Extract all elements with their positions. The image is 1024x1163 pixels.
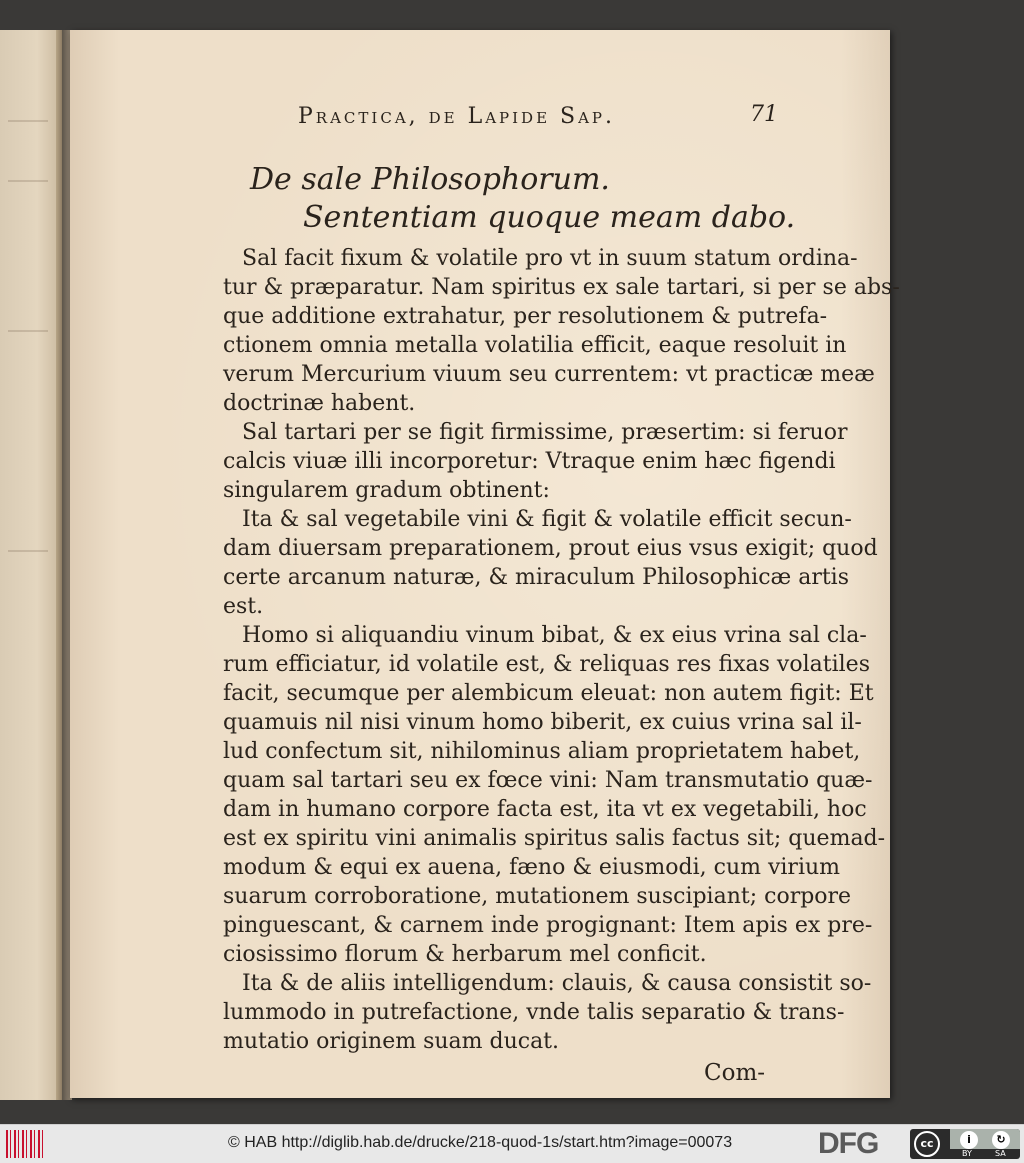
text-line: ciosissimo florum & herbarum mel conficit. xyxy=(223,942,707,967)
text-line: dam in humano corpore facta est, ita vt ex vegetabili, hoc xyxy=(223,797,867,822)
person-icon: i xyxy=(960,1131,978,1149)
text-line: doctrinæ habent. xyxy=(223,391,416,416)
share-alike-icon: ↻ xyxy=(992,1131,1010,1149)
dfg-logo: DFG xyxy=(818,1127,879,1160)
text-line: est. xyxy=(223,594,264,619)
text-line: calcis viuæ illi incorporetur: Vtraque enim hæc figendi xyxy=(223,449,836,474)
running-head: Practica, de Lapide Sap. xyxy=(298,104,616,129)
text-line: certe arcanum naturæ, & miraculum Philosophicæ artis xyxy=(223,565,850,590)
license-by-label: BY xyxy=(962,1149,972,1158)
text-line: Sal facit fixum & volatile pro vt in suum statum ordina- xyxy=(242,246,858,271)
text-line: modum & equi ex auena, fæno & eiusmodi, cum virium xyxy=(223,855,841,880)
text-line: facit, secumque per alembicum eleuat: non autem figit: Et xyxy=(223,681,874,706)
catchword: Com- xyxy=(704,1060,766,1086)
footer-bar xyxy=(0,1124,1024,1163)
book-page xyxy=(70,30,900,1098)
text-line: tur & præparatur. Nam spiritus ex sale tartari, si per se abs- xyxy=(223,275,900,300)
text-line: singularem gradum obtinent: xyxy=(223,478,550,503)
text-line: suarum corroboratione, mutationem suscipiant; corpore xyxy=(223,884,852,909)
text-line: Ita & de aliis intelligendum: clauis, & causa consistit so- xyxy=(242,971,872,996)
section-heading: De sale Philosophorum. xyxy=(250,162,610,197)
cc-icon: cc xyxy=(914,1131,940,1157)
copyright-link[interactable]: © HAB http://diglib.hab.de/drucke/218-quod-1s/start.htm?image=00073 xyxy=(228,1134,733,1151)
text-line: lud confectum sit, nihilominus aliam proprietatem habet, xyxy=(223,739,861,764)
text-line: Sal tartari per se figit firmissime, præsertim: si feruor xyxy=(242,420,848,445)
text-line: Ita & sal vegetabile vini & figit & volatile efficit secun- xyxy=(242,507,852,532)
text-line: ctionem omnia metalla volatilia efficit, eaque resoluit in xyxy=(223,333,847,358)
text-line: rum efficiatur, id volatile est, & reliquas res fixas volatiles xyxy=(223,652,870,677)
license-sa-label: SA xyxy=(995,1149,1006,1158)
facing-page-edge xyxy=(0,30,62,1100)
cc-license-badge[interactable] xyxy=(910,1129,1020,1159)
section-subheading: Sententiam quoque meam dabo. xyxy=(303,200,796,235)
text-line: quam sal tartari seu ex fœce vini: Nam transmutatio quæ- xyxy=(223,768,873,793)
page-number: 71 xyxy=(750,102,778,127)
text-line: dam diuersam preparationem, prout eius vsus exigit; quod xyxy=(223,536,878,561)
text-line: que additione extrahatur, per resolutionem & putrefa- xyxy=(223,304,828,329)
text-line: est ex spiritu vini animalis spiritus salis factus sit; quemad- xyxy=(223,826,886,851)
text-line: quamuis nil nisi vinum homo biberit, ex cuius vrina sal il- xyxy=(223,710,862,735)
text-line: lummodo in putrefactione, vnde talis separatio & trans- xyxy=(223,1000,845,1025)
barcode-icon xyxy=(6,1130,46,1158)
text-line: mutatio originem suam ducat. xyxy=(223,1029,560,1054)
text-line: verum Mercurium viuum seu currentem: vt practicæ meæ xyxy=(223,362,875,387)
text-line: pinguescant, & carnem inde progignant: Item apis ex pre- xyxy=(223,913,873,938)
text-line: Homo si aliquandiu vinum bibat, & ex eius vrina sal cla- xyxy=(242,623,867,648)
